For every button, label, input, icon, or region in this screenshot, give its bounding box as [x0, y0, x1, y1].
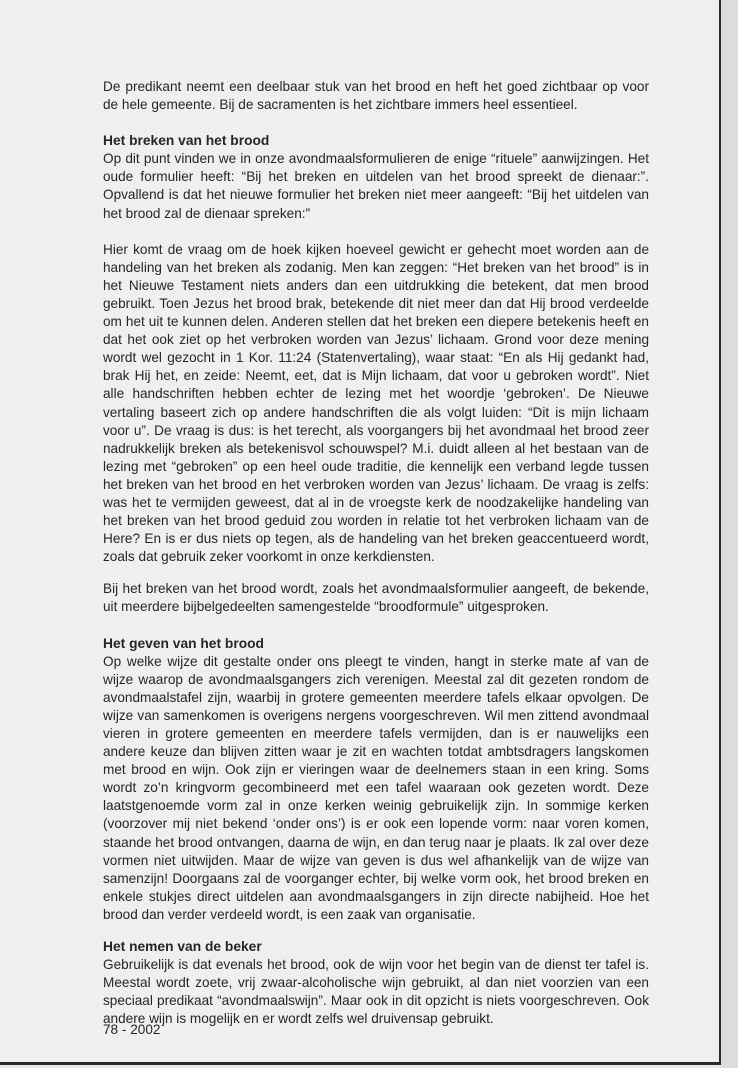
- heading-geven: Het geven van het brood: [103, 635, 264, 651]
- paragraph-breken-3: Bij het breken van het brood wordt, zoals het avondmaalsformulier aangeeft, de bekende, uit meerdere bijbelgedeelten samengestelde “broodformule” uitgesproken.: [103, 581, 649, 615]
- page-number: 78 - 2002: [103, 1022, 161, 1037]
- paragraph-geven-1: Op welke wijze dit gestalte onder ons pleegt te vinden, hangt in sterke mate af van de wijze waarop de avondmaalsgangers zich verenigen. Meestal zal dit gezeten rondom de avondmaalstafel zijn, waarbij in grotere gemeenten meerdere tafels elkaar opvolgen. De wijze van samenkomen is overigens nergens voorgeschreven. Wil men zittend avondmaal vieren in grotere gemeenten en meerdere tafels vermijden, dan is er nauwelijks een andere keuze dan blijven zitten waar je zit en wachten totdat ambtsdragers langskomen met brood en wijn. Ook zijn er vieringen waar de deelnemers staan in een kring. Soms wordt zo’n kringvorm gecombineerd met een tafel waaraan ook gezeten wordt. Deze laatstgenoemde vorm zal in onze kerken weinig gebruikelijk zijn. In sommige kerken (voorzover mij niet bekend ‘onder ons’) is er ook een lopende vorm: naar voren komen, staande het brood ontvangen, daarna de wijn, en dan terug naar je plaats. Ik zal over deze vormen niet uitwijden. Maar de wijze van geven is dus wel afhankelijk van de wijze van samenzijn! Doorgaans zal de voorganger echter, bij welke vorm ook, het brood breken en enkele stukjes direct uitdelen aan avondmaalsgangers in zijn directe nabijheid. Hoe het brood dan verder verdeeld wordt, is een zaak van organisatie.: [103, 653, 649, 922]
- paragraph-beker-1: Gebruikelijk is dat evenals het brood, ook de wijn voor het begin van de dienst ter tafel is. Meestal wordt zoete, vrij zwaar-alcoholische wijn gebruikt, al dan niet voorzien van een speciaal predikaat “avondmaalswijn”. Maar ook in dit opzicht is niets voorgeschreven. Ook andere wijn is mogelijk en er wordt zelfs wel druivensap gebruikt.: [103, 957, 649, 1027]
- intro-paragraph: De predikant neemt een deelbaar stuk van het brood en heft het goed zichtbaar op voor de hele gemeente. Bij de sacramenten is het zichtbare immers heel essentieel.: [103, 79, 649, 113]
- article-body: [103, 78, 649, 1029]
- paragraph-breken-2: Hier komt de vraag om de hoek kijken hoeveel gewicht er gehecht moet worden aan de handeling van het breken als zodanig. Men kan zeggen: “Het breken van het brood” is in het Nieuwe Testament niets anders dan een uitdrukking die betekent, dat men brood gebruikt. Toen Jezus het brood brak, betekende dit niet meer dan dat Hij brood verdeelde om het uit te kunnen delen. Anderen stellen dat het breken een diepere betekenis heeft en dat het ook ziet op het verbroken worden van Jezus’ lichaam. Grond voor deze mening wordt wel gezocht in 1 Kor. 11:24 (Statenvertaling), waar staat: “En als Hij gedankt had, brak Hij het, en zeide: Neemt, eet, dat is Mijn lichaam, dat voor u gebroken wordt”. Niet alle handschriften hebben echter de lezing met het woordje ‘gebroken’. De Nieuwe vertaling baseert zich op andere handschriften die als volgt luiden: “Dit is mijn lichaam voor u”. De vraag is dus: is het terecht, als voorgangers bij het avondmaal het brood zeer nadrukkelijk breken als betekenisvol schouwspel? M.i. duidt alleen al het bestaan van de lezing met “gebroken” op een heel oude traditie, die kennelijk een verband legde tussen het breken van het brood en het verbroken worden van Jezus’ lichaam. De vraag is zelfs: was het te vermijden geweest, dat al in de vroegste kerk de noodzakelijke handeling van het breken van het brood geduid zou worden in relatie tot het verbroken lichaam van de Here? En is er dus niets op tegen, als de handeling van het breken geaccentueerd wordt, zoals dat gebruik zeker voorkomt in onze kerkdiensten.: [103, 241, 649, 565]
- heading-breken: Het breken van het brood: [103, 133, 270, 149]
- heading-beker: Het nemen van de beker: [103, 939, 262, 955]
- paragraph-breken-1: Op dit punt vinden we in onze avondmaalsformulieren de enige “rituele” aanwijzingen. Het oude formulier heeft: “Bij het breken en uitdelen van het brood spreekt de dienaar:”. Opvallend is dat het nieuwe formulier het breken niet meer aangeeft: “Bij het uitdelen van het brood zal de dienaar spreken:”: [103, 151, 649, 221]
- scan-edge: [721, 0, 738, 1068]
